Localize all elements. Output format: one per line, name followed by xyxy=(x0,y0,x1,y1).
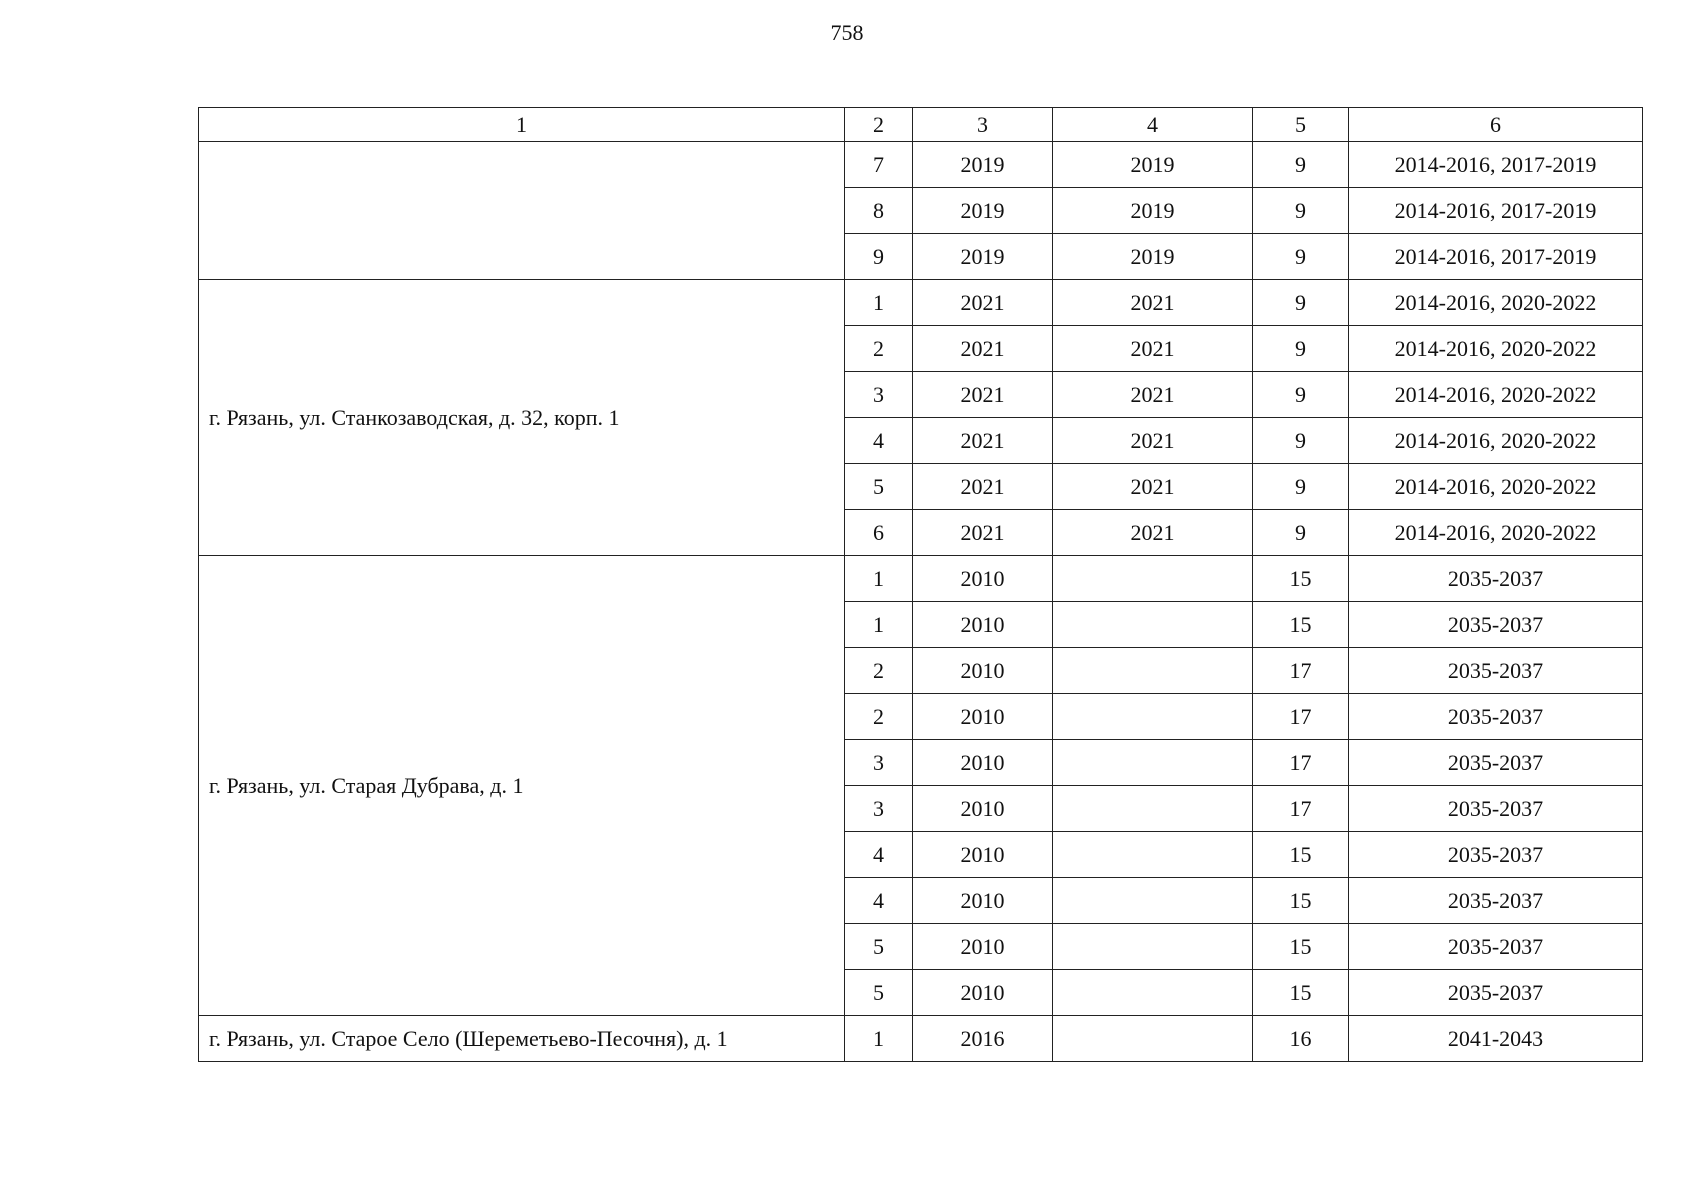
header-cell-1: 1 xyxy=(199,108,845,142)
entrance-cell: 1 xyxy=(845,280,913,326)
entrance-cell: 1 xyxy=(845,602,913,648)
period-cell: 2014-2016, 2020-2022 xyxy=(1349,418,1643,464)
year-cell: 2019 xyxy=(913,142,1053,188)
period-cell: 2035-2037 xyxy=(1349,878,1643,924)
entrance-cell: 4 xyxy=(845,418,913,464)
year-done-cell: 2019 xyxy=(1053,142,1253,188)
year-done-cell: 2021 xyxy=(1053,418,1253,464)
entrance-cell: 3 xyxy=(845,740,913,786)
floors-cell: 9 xyxy=(1253,188,1349,234)
period-cell: 2035-2037 xyxy=(1349,740,1643,786)
floors-cell: 9 xyxy=(1253,234,1349,280)
address-cell: г. Рязань, ул. Старая Дубрава, д. 1 xyxy=(199,556,845,1016)
table-row xyxy=(199,142,1643,188)
year-cell: 2010 xyxy=(913,648,1053,694)
year-done-cell xyxy=(1053,694,1253,740)
year-cell: 2010 xyxy=(913,556,1053,602)
year-done-cell xyxy=(1053,832,1253,878)
floors-cell: 9 xyxy=(1253,326,1349,372)
year-cell: 2010 xyxy=(913,786,1053,832)
entrance-cell: 4 xyxy=(845,832,913,878)
entrance-cell: 5 xyxy=(845,970,913,1016)
year-done-cell xyxy=(1053,1016,1253,1062)
year-done-cell xyxy=(1053,602,1253,648)
year-cell: 2010 xyxy=(913,970,1053,1016)
floors-cell: 9 xyxy=(1253,372,1349,418)
year-done-cell xyxy=(1053,556,1253,602)
year-done-cell xyxy=(1053,786,1253,832)
year-done-cell xyxy=(1053,648,1253,694)
table-body xyxy=(199,108,1643,1062)
floors-cell: 9 xyxy=(1253,510,1349,556)
year-cell: 2010 xyxy=(913,832,1053,878)
period-cell: 2035-2037 xyxy=(1349,694,1643,740)
header-cell-3: 3 xyxy=(913,108,1053,142)
period-cell: 2035-2037 xyxy=(1349,786,1643,832)
floors-cell: 9 xyxy=(1253,464,1349,510)
year-done-cell: 2019 xyxy=(1053,234,1253,280)
floors-cell: 16 xyxy=(1253,1016,1349,1062)
year-done-cell xyxy=(1053,970,1253,1016)
period-cell: 2035-2037 xyxy=(1349,924,1643,970)
header-cell-2: 2 xyxy=(845,108,913,142)
year-cell: 2021 xyxy=(913,510,1053,556)
year-cell: 2010 xyxy=(913,878,1053,924)
year-done-cell: 2021 xyxy=(1053,510,1253,556)
floors-cell: 9 xyxy=(1253,142,1349,188)
floors-cell: 17 xyxy=(1253,694,1349,740)
period-cell: 2035-2037 xyxy=(1349,602,1643,648)
period-cell: 2035-2037 xyxy=(1349,556,1643,602)
year-cell: 2010 xyxy=(913,740,1053,786)
floors-cell: 15 xyxy=(1253,556,1349,602)
floors-cell: 15 xyxy=(1253,970,1349,1016)
entrance-cell: 5 xyxy=(845,464,913,510)
table-row xyxy=(199,1016,1643,1062)
year-done-cell: 2019 xyxy=(1053,188,1253,234)
year-cell: 2021 xyxy=(913,280,1053,326)
year-cell: 2021 xyxy=(913,418,1053,464)
header-row xyxy=(199,108,1643,142)
data-table xyxy=(198,107,1643,1062)
floors-cell: 15 xyxy=(1253,832,1349,878)
year-cell: 2010 xyxy=(913,694,1053,740)
entrance-cell: 9 xyxy=(845,234,913,280)
period-cell: 2035-2037 xyxy=(1349,832,1643,878)
year-done-cell xyxy=(1053,878,1253,924)
year-done-cell: 2021 xyxy=(1053,280,1253,326)
entrance-cell: 6 xyxy=(845,510,913,556)
year-cell: 2010 xyxy=(913,602,1053,648)
floors-cell: 15 xyxy=(1253,602,1349,648)
period-cell: 2014-2016, 2017-2019 xyxy=(1349,234,1643,280)
year-done-cell: 2021 xyxy=(1053,372,1253,418)
entrance-cell: 2 xyxy=(845,648,913,694)
floors-cell: 9 xyxy=(1253,280,1349,326)
entrance-cell: 2 xyxy=(845,694,913,740)
period-cell: 2035-2037 xyxy=(1349,648,1643,694)
entrance-cell: 1 xyxy=(845,556,913,602)
page-number: 758 xyxy=(830,20,864,45)
period-cell: 2014-2016, 2017-2019 xyxy=(1349,188,1643,234)
entrance-cell: 2 xyxy=(845,326,913,372)
period-cell: 2014-2016, 2020-2022 xyxy=(1349,510,1643,556)
entrance-cell: 1 xyxy=(845,1016,913,1062)
period-cell: 2014-2016, 2017-2019 xyxy=(1349,142,1643,188)
period-cell: 2041-2043 xyxy=(1349,1016,1643,1062)
entrance-cell: 5 xyxy=(845,924,913,970)
header-cell-6: 6 xyxy=(1349,108,1643,142)
year-done-cell xyxy=(1053,740,1253,786)
entrance-cell: 3 xyxy=(845,786,913,832)
period-cell: 2014-2016, 2020-2022 xyxy=(1349,372,1643,418)
year-done-cell: 2021 xyxy=(1053,464,1253,510)
entrance-cell: 3 xyxy=(845,372,913,418)
table-row xyxy=(199,280,1643,326)
floors-cell: 17 xyxy=(1253,740,1349,786)
address-cell xyxy=(199,142,845,280)
address-cell: г. Рязань, ул. Старое Село (Шереметьево-Песочня), д. 1 xyxy=(199,1016,845,1062)
entrance-cell: 7 xyxy=(845,142,913,188)
entrance-cell: 8 xyxy=(845,188,913,234)
period-cell: 2014-2016, 2020-2022 xyxy=(1349,464,1643,510)
floors-cell: 15 xyxy=(1253,924,1349,970)
year-cell: 2010 xyxy=(913,924,1053,970)
period-cell: 2035-2037 xyxy=(1349,970,1643,1016)
period-cell: 2014-2016, 2020-2022 xyxy=(1349,326,1643,372)
year-cell: 2019 xyxy=(913,188,1053,234)
header-cell-5: 5 xyxy=(1253,108,1349,142)
year-cell: 2016 xyxy=(913,1016,1053,1062)
floors-cell: 17 xyxy=(1253,786,1349,832)
year-cell: 2021 xyxy=(913,326,1053,372)
address-cell: г. Рязань, ул. Станкозаводская, д. 32, корп. 1 xyxy=(199,280,845,556)
year-done-cell xyxy=(1053,924,1253,970)
floors-cell: 17 xyxy=(1253,648,1349,694)
floors-cell: 9 xyxy=(1253,418,1349,464)
year-done-cell: 2021 xyxy=(1053,326,1253,372)
entrance-cell: 4 xyxy=(845,878,913,924)
year-cell: 2021 xyxy=(913,464,1053,510)
floors-cell: 15 xyxy=(1253,878,1349,924)
year-cell: 2019 xyxy=(913,234,1053,280)
period-cell: 2014-2016, 2020-2022 xyxy=(1349,280,1643,326)
header-cell-4: 4 xyxy=(1053,108,1253,142)
table-row xyxy=(199,556,1643,602)
year-cell: 2021 xyxy=(913,372,1053,418)
